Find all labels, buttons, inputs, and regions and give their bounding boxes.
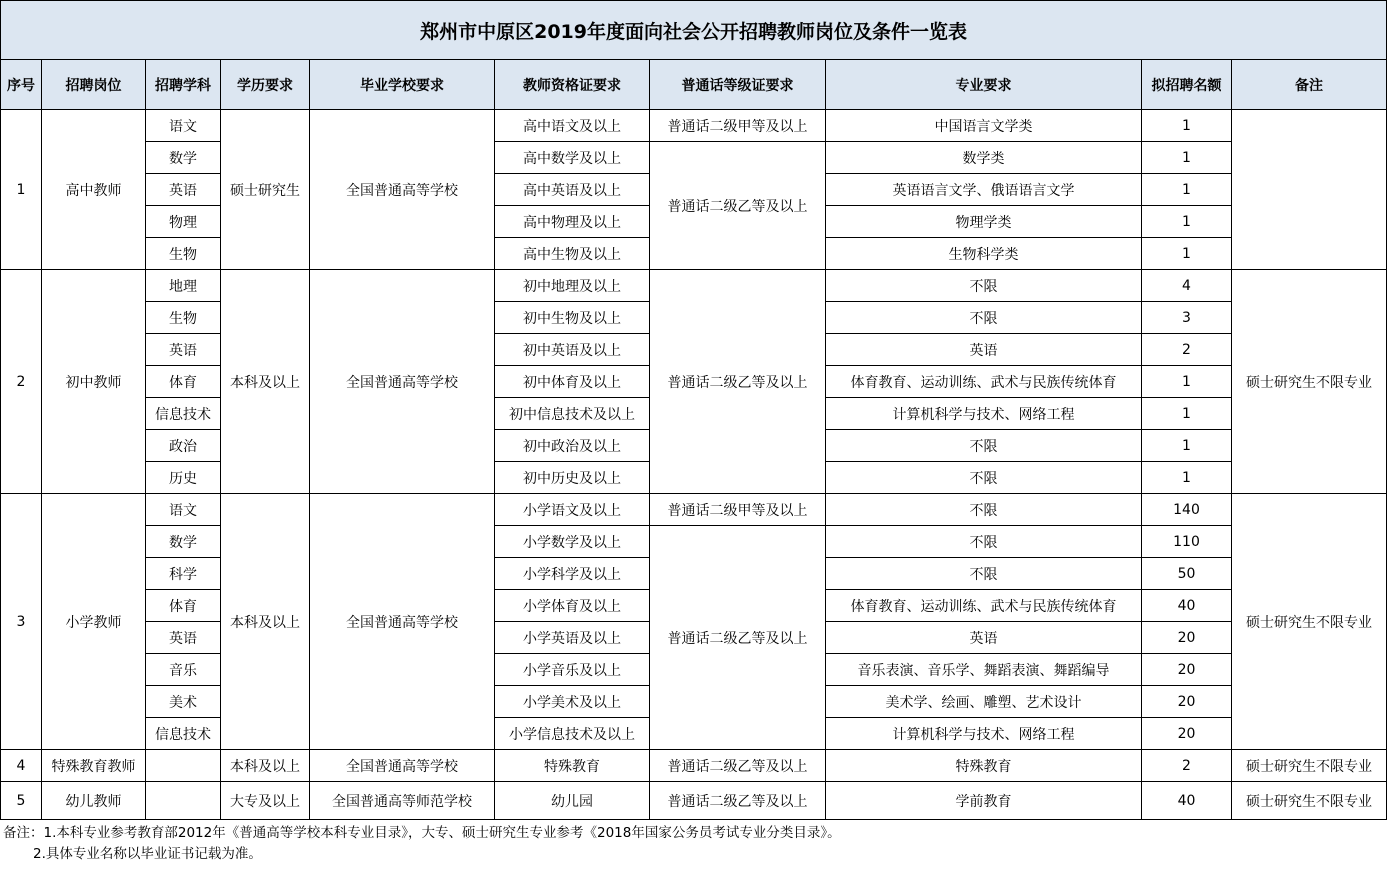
school-cell: 全国普通高等师范学校 (310, 782, 495, 820)
post-cell: 初中教师 (42, 270, 146, 494)
table-row (1, 270, 1387, 302)
header-cell: 招聘岗位 (42, 60, 146, 110)
count-cell: 20 (1142, 686, 1232, 718)
major-cell: 英语语言文学、俄语语言文学 (826, 174, 1142, 206)
major-cell: 美术学、绘画、雕塑、艺术设计 (826, 686, 1142, 718)
note-line: 2.具体专业名称以毕业证书记载为准。 (33, 846, 262, 862)
count-cell: 1 (1142, 398, 1232, 430)
row-number: 5 (1, 782, 42, 820)
certificate-cell: 初中生物及以上 (495, 302, 650, 334)
major-cell: 体育教育、运动训练、武术与民族传统体育 (826, 366, 1142, 398)
major-cell: 不限 (826, 494, 1142, 526)
major-cell: 计算机科学与技术、网络工程 (826, 398, 1142, 430)
major-cell: 物理学类 (826, 206, 1142, 238)
major-cell: 不限 (826, 526, 1142, 558)
header-cell: 备注 (1232, 60, 1387, 110)
count-cell: 40 (1142, 590, 1232, 622)
count-cell: 1 (1142, 462, 1232, 494)
subject-cell (146, 782, 221, 820)
education-cell: 本科及以上 (221, 494, 310, 750)
subject-cell: 语文 (146, 110, 221, 142)
header-cell: 学历要求 (221, 60, 310, 110)
subject-cell (146, 750, 221, 782)
major-cell: 生物科学类 (826, 238, 1142, 270)
remark-cell: 硕士研究生不限专业 (1232, 270, 1387, 494)
count-cell: 1 (1142, 142, 1232, 174)
school-cell: 全国普通高等学校 (310, 494, 495, 750)
certificate-cell: 初中历史及以上 (495, 462, 650, 494)
post-cell: 特殊教育教师 (42, 750, 146, 782)
subject-cell: 数学 (146, 526, 221, 558)
school-cell: 全国普通高等学校 (310, 750, 495, 782)
education-cell: 大专及以上 (221, 782, 310, 820)
post-cell: 幼儿教师 (42, 782, 146, 820)
count-cell: 1 (1142, 174, 1232, 206)
header-row (1, 60, 1387, 110)
post-cell: 高中教师 (42, 110, 146, 270)
subject-cell: 信息技术 (146, 718, 221, 750)
count-cell: 20 (1142, 622, 1232, 654)
subject-cell: 体育 (146, 590, 221, 622)
row-number: 2 (1, 270, 42, 494)
count-cell: 2 (1142, 334, 1232, 366)
count-cell: 20 (1142, 654, 1232, 686)
mandarin-cell: 普通话二级乙等及以上 (650, 270, 826, 494)
mandarin-cell: 普通话二级甲等及以上 (650, 110, 826, 142)
mandarin-cell: 普通话二级乙等及以上 (650, 526, 826, 750)
subject-cell: 物理 (146, 206, 221, 238)
certificate-cell: 小学英语及以上 (495, 622, 650, 654)
remark-cell: 硕士研究生不限专业 (1232, 750, 1387, 782)
count-cell: 50 (1142, 558, 1232, 590)
row-number: 4 (1, 750, 42, 782)
certificate-cell: 小学数学及以上 (495, 526, 650, 558)
major-cell: 音乐表演、音乐学、舞蹈表演、舞蹈编导 (826, 654, 1142, 686)
count-cell: 1 (1142, 430, 1232, 462)
post-cell: 小学教师 (42, 494, 146, 750)
remark-cell: 硕士研究生不限专业 (1232, 494, 1387, 750)
count-cell: 110 (1142, 526, 1232, 558)
subject-cell: 英语 (146, 174, 221, 206)
certificate-cell: 小学信息技术及以上 (495, 718, 650, 750)
row-number: 1 (1, 110, 42, 270)
subject-cell: 英语 (146, 334, 221, 366)
table-row (1, 110, 1387, 142)
school-cell: 全国普通高等学校 (310, 110, 495, 270)
count-cell: 40 (1142, 782, 1232, 820)
table-row (1, 142, 1387, 174)
header-cell: 普通话等级证要求 (650, 60, 826, 110)
major-cell: 体育教育、运动训练、武术与民族传统体育 (826, 590, 1142, 622)
note-line: 备注：1.本科专业参考教育部2012年《普通高等学校本科专业目录》，大专、硕士研究生专业参考《2018年国家公务员考试专业分类目录》。 (3, 825, 841, 841)
remark-cell: 硕士研究生不限专业 (1232, 782, 1387, 820)
major-cell: 不限 (826, 302, 1142, 334)
certificate-cell: 初中体育及以上 (495, 366, 650, 398)
certificate-cell: 小学音乐及以上 (495, 654, 650, 686)
major-cell: 不限 (826, 430, 1142, 462)
major-cell: 英语 (826, 334, 1142, 366)
subject-cell: 生物 (146, 238, 221, 270)
certificate-cell: 初中地理及以上 (495, 270, 650, 302)
certificate-cell: 小学美术及以上 (495, 686, 650, 718)
certificate-cell: 高中英语及以上 (495, 174, 650, 206)
header-cell: 专业要求 (826, 60, 1142, 110)
major-cell: 不限 (826, 558, 1142, 590)
certificate-cell: 特殊教育 (495, 750, 650, 782)
major-cell: 不限 (826, 270, 1142, 302)
subject-cell: 政治 (146, 430, 221, 462)
certificate-cell: 高中数学及以上 (495, 142, 650, 174)
certificate-cell: 初中英语及以上 (495, 334, 650, 366)
subject-cell: 英语 (146, 622, 221, 654)
certificate-cell: 高中生物及以上 (495, 238, 650, 270)
subject-cell: 科学 (146, 558, 221, 590)
header-cell: 毕业学校要求 (310, 60, 495, 110)
major-cell: 不限 (826, 462, 1142, 494)
count-cell: 1 (1142, 206, 1232, 238)
count-cell: 20 (1142, 718, 1232, 750)
certificate-cell: 高中语文及以上 (495, 110, 650, 142)
major-cell: 特殊教育 (826, 750, 1142, 782)
header-cell: 拟招聘名额 (1142, 60, 1232, 110)
subject-cell: 体育 (146, 366, 221, 398)
count-cell: 1 (1142, 110, 1232, 142)
row-number: 3 (1, 494, 42, 750)
certificate-cell: 高中物理及以上 (495, 206, 650, 238)
mandarin-cell: 普通话二级乙等及以上 (650, 142, 826, 270)
subject-cell: 数学 (146, 142, 221, 174)
major-cell: 学前教育 (826, 782, 1142, 820)
subject-cell: 地理 (146, 270, 221, 302)
subject-cell: 历史 (146, 462, 221, 494)
count-cell: 4 (1142, 270, 1232, 302)
count-cell: 1 (1142, 238, 1232, 270)
count-cell: 2 (1142, 750, 1232, 782)
mandarin-cell: 普通话二级乙等及以上 (650, 750, 826, 782)
education-cell: 本科及以上 (221, 750, 310, 782)
header-cell: 招聘学科 (146, 60, 221, 110)
certificate-cell: 幼儿园 (495, 782, 650, 820)
header-cell: 教师资格证要求 (495, 60, 650, 110)
certificate-cell: 小学语文及以上 (495, 494, 650, 526)
table-row (1, 526, 1387, 558)
mandarin-cell: 普通话二级乙等及以上 (650, 782, 826, 820)
count-cell: 140 (1142, 494, 1232, 526)
count-cell: 1 (1142, 366, 1232, 398)
major-cell: 计算机科学与技术、网络工程 (826, 718, 1142, 750)
certificate-cell: 小学科学及以上 (495, 558, 650, 590)
major-cell: 中国语言文学类 (826, 110, 1142, 142)
education-cell: 本科及以上 (221, 270, 310, 494)
education-cell: 硕士研究生 (221, 110, 310, 270)
table-row (1, 750, 1387, 782)
remark-cell (1232, 110, 1387, 270)
certificate-cell: 初中信息技术及以上 (495, 398, 650, 430)
school-cell: 全国普通高等学校 (310, 270, 495, 494)
count-cell: 3 (1142, 302, 1232, 334)
subject-cell: 生物 (146, 302, 221, 334)
certificate-cell: 小学体育及以上 (495, 590, 650, 622)
notes (3, 823, 841, 865)
major-cell: 数学类 (826, 142, 1142, 174)
header-cell: 序号 (1, 60, 42, 110)
certificate-cell: 初中政治及以上 (495, 430, 650, 462)
table-row (1, 782, 1387, 820)
subject-cell: 美术 (146, 686, 221, 718)
subject-cell: 音乐 (146, 654, 221, 686)
major-cell: 英语 (826, 622, 1142, 654)
subject-cell: 信息技术 (146, 398, 221, 430)
subject-cell: 语文 (146, 494, 221, 526)
table-row (1, 494, 1387, 526)
table-title: 郑州市中原区2019年度面向社会公开招聘教师岗位及条件一览表 (1, 1, 1387, 60)
mandarin-cell: 普通话二级甲等及以上 (650, 494, 826, 526)
